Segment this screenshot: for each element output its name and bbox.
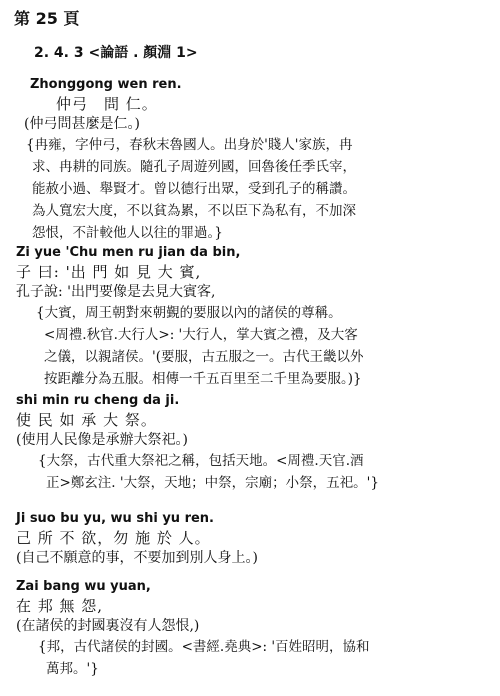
page-number: 第 25 頁	[14, 9, 80, 28]
translation-text: (在諸侯的封國裏沒有人怨恨,)	[16, 618, 200, 634]
note-line: 按距離分為五服。相傳一千五百里至二千里為要服。)}	[44, 371, 362, 387]
note-block	[38, 636, 486, 680]
pinyin-line: shi min ru cheng da ji.	[16, 393, 180, 408]
translation-text: (仲弓問甚麼是仁。)	[24, 116, 140, 132]
note-line: 怨恨，不計較他人以往的罪過。}	[32, 225, 223, 241]
original-text: 使 民 如 承 大 祭。	[16, 411, 157, 429]
entry-3	[16, 392, 486, 494]
entry-2	[16, 244, 486, 390]
note-block	[38, 450, 486, 494]
note-line: {冉雍，字仲弓，春秋末魯國人。出身於'賤人'家族，冉	[26, 137, 353, 153]
section-title: 2. 4. 3 <論語 . 顏淵 1>	[34, 45, 198, 61]
pinyin-line: Zhonggong wen ren.	[30, 77, 182, 92]
note-line: 萬邦。'}	[46, 661, 99, 677]
note-line: 能赦小過、舉賢才。曾以德行出眾，受到孔子的稱讚。	[32, 181, 356, 197]
translation-text: (自己不願意的事，不要加到別人身上。)	[16, 550, 258, 566]
pinyin-line: Zi yue 'Chu men ru jian da bin,	[16, 245, 241, 260]
note-line: {大賓，周王朝對來朝覲的要服以內的諸侯的尊稱。	[36, 305, 342, 321]
pinyin-line: Zai bang wu yuan,	[16, 579, 151, 594]
note-line: {大祭，古代重大祭祀之稱，包括天地。<周禮.天官.酒	[38, 453, 364, 469]
translation-text: (使用人民像是承辦大祭祀。)	[16, 432, 188, 448]
entry-4	[16, 510, 486, 568]
note-line: <周禮.秋官.大行人>: '大行人，掌大賓之禮，及大客	[44, 327, 358, 343]
note-line: 正>鄭玄注. '大祭，天地；中祭，宗廟；小祭，五祀。'}	[46, 475, 379, 491]
original-text: 己 所 不 欲，勿 施 於 人。	[16, 529, 211, 547]
note-block	[26, 134, 486, 244]
original-text: 子 曰: '出 門 如 見 大 賓,	[16, 263, 202, 281]
translation-text: 孔子說: '出門要像是去見大賓客,	[16, 284, 216, 300]
original-text: 在 邦 無 怨,	[16, 597, 104, 615]
entry-5	[16, 578, 486, 680]
entry-1	[16, 76, 486, 244]
note-line: 之儀，以親諸侯。'(要服，古五服之一。古代王畿以外	[44, 349, 364, 365]
note-block	[36, 302, 486, 390]
note-line: {邦，古代諸侯的封國。<書經.堯典>: '百姓昭明，協和	[38, 639, 370, 655]
original-text: 仲弓 問 仁。	[56, 95, 158, 113]
pinyin-line: Ji suo bu yu, wu shi yu ren.	[16, 511, 214, 526]
note-line: 求、冉耕的同族。隨孔子周遊列國，回魯後任季氏宰，	[32, 159, 356, 175]
note-line: 為人寬宏大度，不以貧為累，不以臣下為私有，不加深	[32, 203, 356, 219]
